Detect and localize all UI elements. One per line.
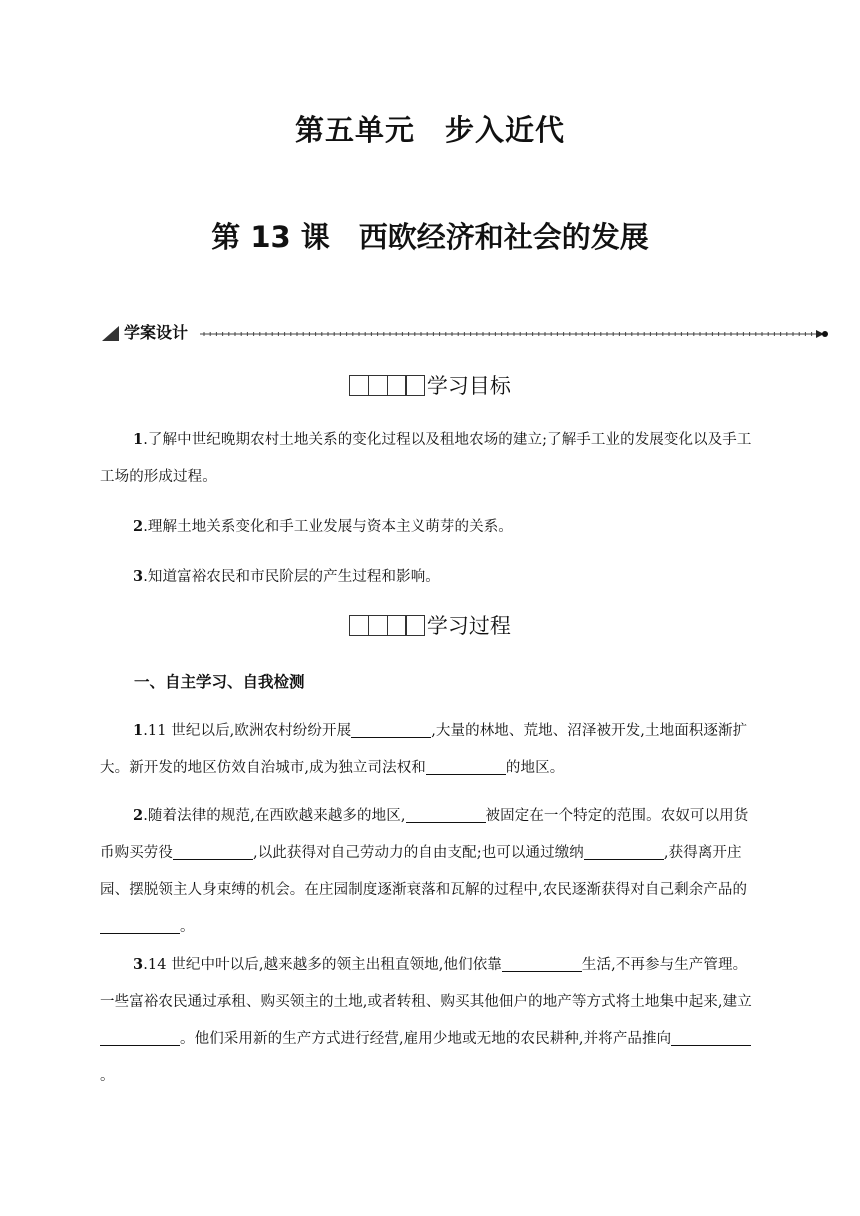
answer-blank[interactable]	[100, 917, 180, 934]
process-heading: 学习过程	[0, 612, 860, 640]
answer-blank[interactable]	[426, 758, 506, 775]
banner-dot-icon	[822, 331, 828, 337]
answer-blank[interactable]	[671, 1029, 751, 1046]
objective-item-1: 1.了解中世纪晚期农村土地关系的变化过程以及租地农场的建立;了解手工业的发展变化以及手工工场的形成过程。	[100, 431, 752, 485]
question-3: 3.14 世纪中叶以后,越来越多的领主出租直领地,他们依靠 生活,不再参与生产管理。一些富裕农民通过承租、购买领主的土地,或者转租、购买其他佃户的地产等方式将土地集中起来,建立。他们采用新的生产方式进行经营,雇用少地或无地的农民耕种,并将产品推向。	[100, 956, 752, 1084]
answer-blank[interactable]	[173, 843, 253, 860]
lesson-title: 第 13 课 西欧经济和社会的发展	[211, 220, 649, 254]
answer-blank[interactable]	[406, 806, 486, 823]
banner-triangle-icon	[102, 326, 119, 341]
banner-label: 学案设计	[124, 323, 189, 342]
answer-blank[interactable]	[100, 1029, 180, 1046]
objective-item-3: 3.知道富裕农民和市民阶层的产生过程和影响。	[133, 568, 440, 585]
banner-decoration	[100, 322, 830, 346]
answer-blank[interactable]	[502, 955, 582, 972]
answer-blank[interactable]	[584, 843, 664, 860]
objective-item-2: 2.理解土地关系变化和手工业发展与资本主义萌芽的关系。	[133, 518, 513, 535]
answer-blank[interactable]	[351, 721, 431, 738]
unit-title: 第五单元 步入近代	[294, 113, 565, 147]
heading-boxes-icon	[349, 375, 424, 397]
question-1: 1.11 世纪以后,欧洲农村纷纷开展 ,大量的林地、荒地、沼泽被开发,土地面积逐渐扩大。新开发的地区仿效自治城市,成为独立司法权和 的地区。	[100, 722, 748, 776]
subsection-title: 一、自主学习、自我检测	[134, 673, 305, 691]
section-banner	[100, 322, 830, 346]
heading-boxes-icon	[349, 615, 424, 637]
objectives-heading: 学习目标	[0, 372, 860, 400]
question-2: 2.随着法律的规范,在西欧越来越多的地区, 被固定在一个特定的范围。农奴可以用货币购买劳役 ,以此获得对自己劳动力的自由支配;也可以通过缴纳 ,获得离开庄园、摆脱领主人身束缚的机会。在庄园制度逐渐衰落和瓦解的过程中,农民逐渐获得对自己剩余产品的。	[100, 807, 749, 935]
